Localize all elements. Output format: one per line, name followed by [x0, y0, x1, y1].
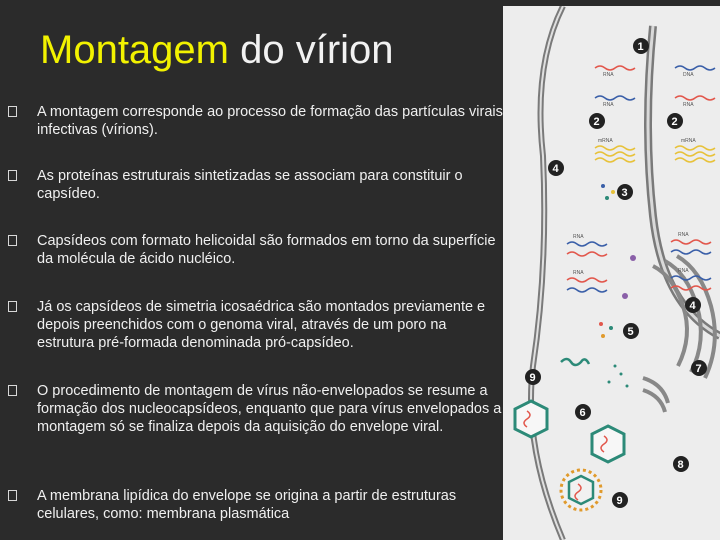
icosahedral-capsid — [515, 401, 547, 437]
step-badge — [623, 323, 639, 339]
bullet-marker-icon — [8, 170, 17, 181]
step-badge — [685, 297, 701, 313]
step-badge — [548, 160, 564, 176]
bullet-text: A membrana lipídica do envelope se origina a partir de estruturas celulares, como: membrana plasmática — [37, 488, 457, 522]
step-badge — [633, 38, 649, 54]
label-rna: RNA — [603, 72, 614, 78]
bullet-text: A montagem corresponde ao processo de formação das partículas virais infectivas (vírions). — [37, 104, 503, 138]
title-highlight: Montagem — [40, 28, 229, 72]
step-badge — [691, 360, 707, 376]
svg-text:9: 9 — [529, 372, 536, 384]
step-badge — [589, 113, 605, 129]
bullet-marker-icon — [8, 490, 17, 501]
bullet-text: O procedimento de montagem de vírus não-envelopados se resume a formação dos nucleocapsídeos, enquanto que para vírus envelopados a montagem só se finaliza depois da aquisição do envelope viral. — [37, 383, 502, 435]
svg-text:2: 2 — [593, 116, 600, 128]
nucleic-acid-strands-top — [595, 66, 715, 162]
icosahedral-capsid — [592, 426, 624, 462]
bullet-marker-icon — [8, 301, 17, 312]
label-mrna: mRNA — [598, 138, 613, 144]
svg-text:2: 2 — [671, 116, 678, 128]
svg-text:9: 9 — [616, 495, 623, 507]
step-badge — [612, 492, 628, 508]
bullet-text: Capsídeos com formato helicoidal são formados em torno da superfície da molécula de ácido nucléico. — [37, 233, 496, 267]
bullet-marker-icon — [8, 235, 17, 246]
bullet-text: Já os capsídeos de simetria icosaédrica são montados previamente e depois preenchidos com o genoma viral, através de um poro na estrutura pré-formada denominada pró-capsídeo. — [37, 299, 486, 351]
helical-nucleocapsid — [561, 359, 589, 365]
step-badge — [673, 456, 689, 472]
step-badge — [525, 369, 541, 385]
svg-text:8: 8 — [677, 459, 684, 471]
er-membrane — [653, 266, 687, 366]
cell-membrane — [531, 6, 563, 540]
svg-text:6: 6 — [579, 407, 586, 419]
step-badge — [575, 404, 591, 420]
svg-text:4: 4 — [552, 163, 559, 175]
svg-text:1: 1 — [637, 41, 644, 53]
protein-particles — [599, 184, 636, 388]
label-rna: RNA — [678, 268, 689, 274]
diagram-svg — [503, 6, 720, 540]
svg-text:5: 5 — [627, 326, 634, 338]
title-rest: do vírion — [240, 28, 394, 72]
label-rna: RNA — [683, 102, 694, 108]
label-rna: RNA — [573, 234, 584, 240]
label-mrna: mRNA — [681, 138, 696, 144]
label-rna: RNA — [603, 102, 614, 108]
enveloped-virion — [561, 470, 601, 510]
svg-text:7: 7 — [695, 363, 702, 375]
label-dna: DNA — [683, 72, 694, 78]
slide-title — [40, 26, 394, 74]
label-rna: RNA — [678, 232, 689, 238]
bullet-marker-icon — [8, 106, 17, 117]
bullet-marker-icon — [8, 385, 17, 396]
svg-text:4: 4 — [689, 300, 696, 312]
step-badge — [617, 184, 633, 200]
label-rna: RNA — [573, 270, 584, 276]
step-badge — [667, 113, 683, 129]
virus-assembly-diagram — [503, 6, 720, 540]
svg-text:3: 3 — [621, 187, 628, 199]
bullet-text: As proteínas estruturais sintetizadas se associam para constituir o capsídeo. — [37, 168, 463, 202]
